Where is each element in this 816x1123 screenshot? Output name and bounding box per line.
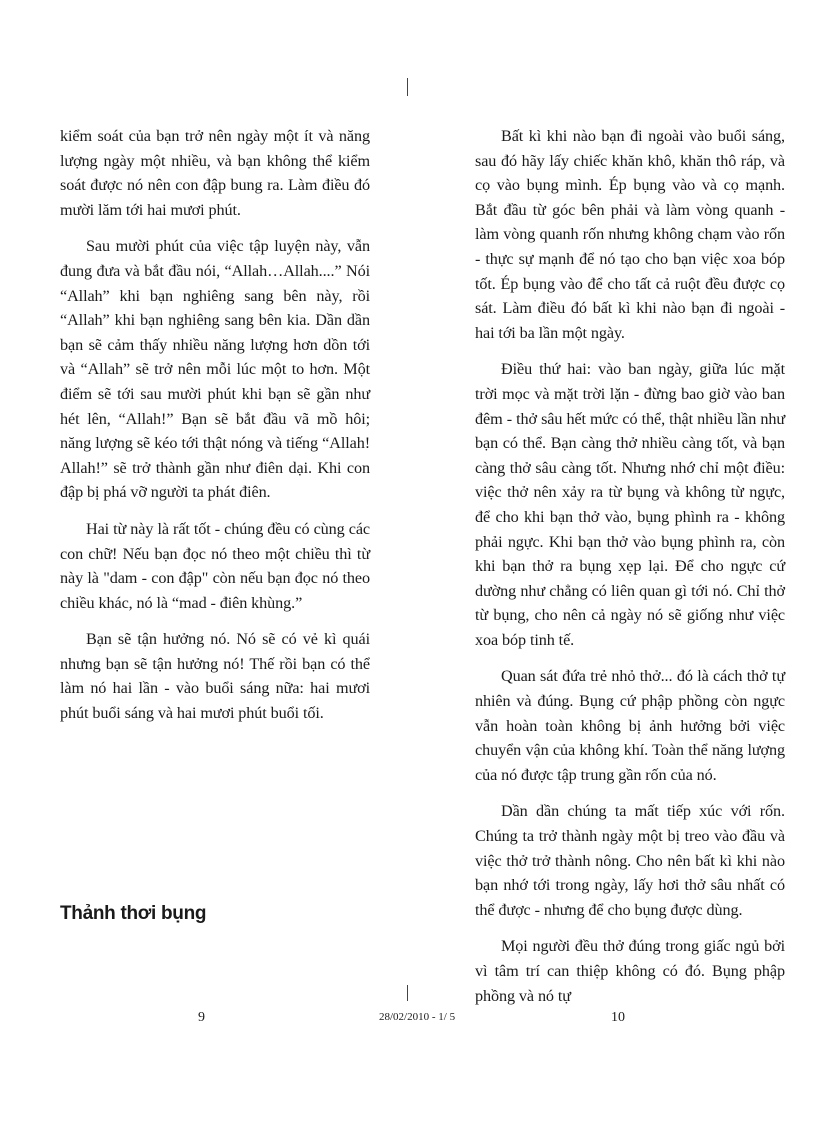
- paragraph: Dần dần chúng ta mất tiếp xúc với rốn. Chúng ta trở thành ngày một bị treo vào đầu và việc thở trở thành nông. Cho nên bất kì khi nào bạn nhớ tới trong ngày, lấy hơi thở sâu nhất có thể được - nhưng để cho bụng được dùng.: [475, 802, 785, 919]
- fold-mark-top: [407, 78, 408, 96]
- right-page-number: 10: [611, 1010, 625, 1025]
- fold-mark-bottom: [407, 985, 408, 1001]
- paragraph: Bất kì khi nào bạn đi ngoài vào buổi sáng, sau đó hãy lấy chiếc khăn khô, khăn thô ráp, và cọ vào bụng mình. Ép bụng vào và cọ mạnh. Bắt đầu từ góc bên phải và làm vòng quanh - làm vòng quanh rốn nhưng không chạm vào rốn - thực sự mạnh để nó tạo cho bạn việc xoa bóp tốt. Ép bụng vào để cho tất cả ruột đều được cọ sát. Làm điều đó bất kì khi nào bạn đi ngoài - hai tới ba lần một ngày.: [475, 127, 785, 342]
- paragraph: Quan sát đứa trẻ nhỏ thở... đó là cách thở tự nhiên và đúng. Bụng cứ phập phồng còn ngực vẫn hoàn toàn không bị ảnh hưởng bởi việc chuyển vận của không khí. Toàn thể năng lượng của nó được tập trung gần rốn của nó.: [475, 667, 785, 784]
- paragraph: Bạn sẽ tận hưởng nó. Nó sẽ có vẻ kì quái nhưng bạn sẽ tận hưởng nó! Thế rồi bạn có thể làm nó hai lần - vào buổi sáng nữa: hai mươi phút buổi sáng và hai mươi phút buổi tối.: [60, 630, 370, 723]
- paragraph: Mọi người đều thở đúng trong giấc ngủ bởi vì tâm trí can thiệp không có đó. Bụng phập phồng và nó tự: [475, 937, 785, 1005]
- footer-date: 28/02/2010 - 1/ 5: [379, 1011, 456, 1023]
- right-page-column: [475, 124, 785, 1020]
- left-page-number: 9: [198, 1010, 205, 1025]
- paragraph: Sau mười phút của việc tập luyện này, vẫn đung đưa và bắt đầu nói, “Allah…Allah....” Nói “Allah” khi bạn nghiêng sang bên này, rồi “Allah” khi bạn nghiêng sang bên kia. Dần dần bạn sẽ cảm thấy nhiều năng lượng hơn dồn tới và “Allah” sẽ trở nên mỗi lúc một to hơn. Một điểm sẽ tới sau mười phút khi bạn sẽ gần như hét lên, “Allah!” Bạn sẽ bắt đầu vã mồ hôi; năng lượng sẽ kéo tới thật nóng và tiếng “Allah! Allah!” sẽ trở thành gần như điên dại. Khi con đập bị phá vỡ người ta phát điên.: [60, 237, 370, 502]
- section-heading: Thảnh thơi bụng: [60, 903, 207, 924]
- paragraph: Điều thứ hai: vào ban ngày, giữa lúc mặt trời mọc và mặt trời lặn - đừng bao giờ vào ban đêm - thở sâu hết mức có thể, thật nhiều lần như bạn có thể. Bạn càng thở nhiều càng tốt, và bạn càng thở sâu càng tốt. Nhưng nhớ chỉ một điều: việc thở nên xảy ra từ bụng và không từ ngực, để cho khi bạn thở vào, bụng phình ra - không phải ngực. Khi bạn thở vào bụng phình ra, còn khi bạn thở ra bụng xẹp lại. Để cho ngực cứ dường như chẳng có liên quan gì tới nó. Chỉ thở từ bụng, cho nên cả ngày nó sẽ giống như việc xoa bóp tinh tế.: [475, 360, 785, 649]
- paragraph: kiểm soát của bạn trở nên ngày một ít và năng lượng ngày một nhiều, và bạn không thể kiểm soát được nó nên con đập bung ra. Làm điều đó mười lăm tới hai mươi phút.: [60, 127, 370, 219]
- paragraph: Hai từ này là rất tốt - chúng đều có cùng các con chữ! Nếu bạn đọc nó theo một chiều thì từ này là "dam - con đập" còn nếu bạn đọc nó theo chiều khác, nó là “mad - điên khùng.”: [60, 519, 370, 612]
- left-page-column: [60, 124, 370, 738]
